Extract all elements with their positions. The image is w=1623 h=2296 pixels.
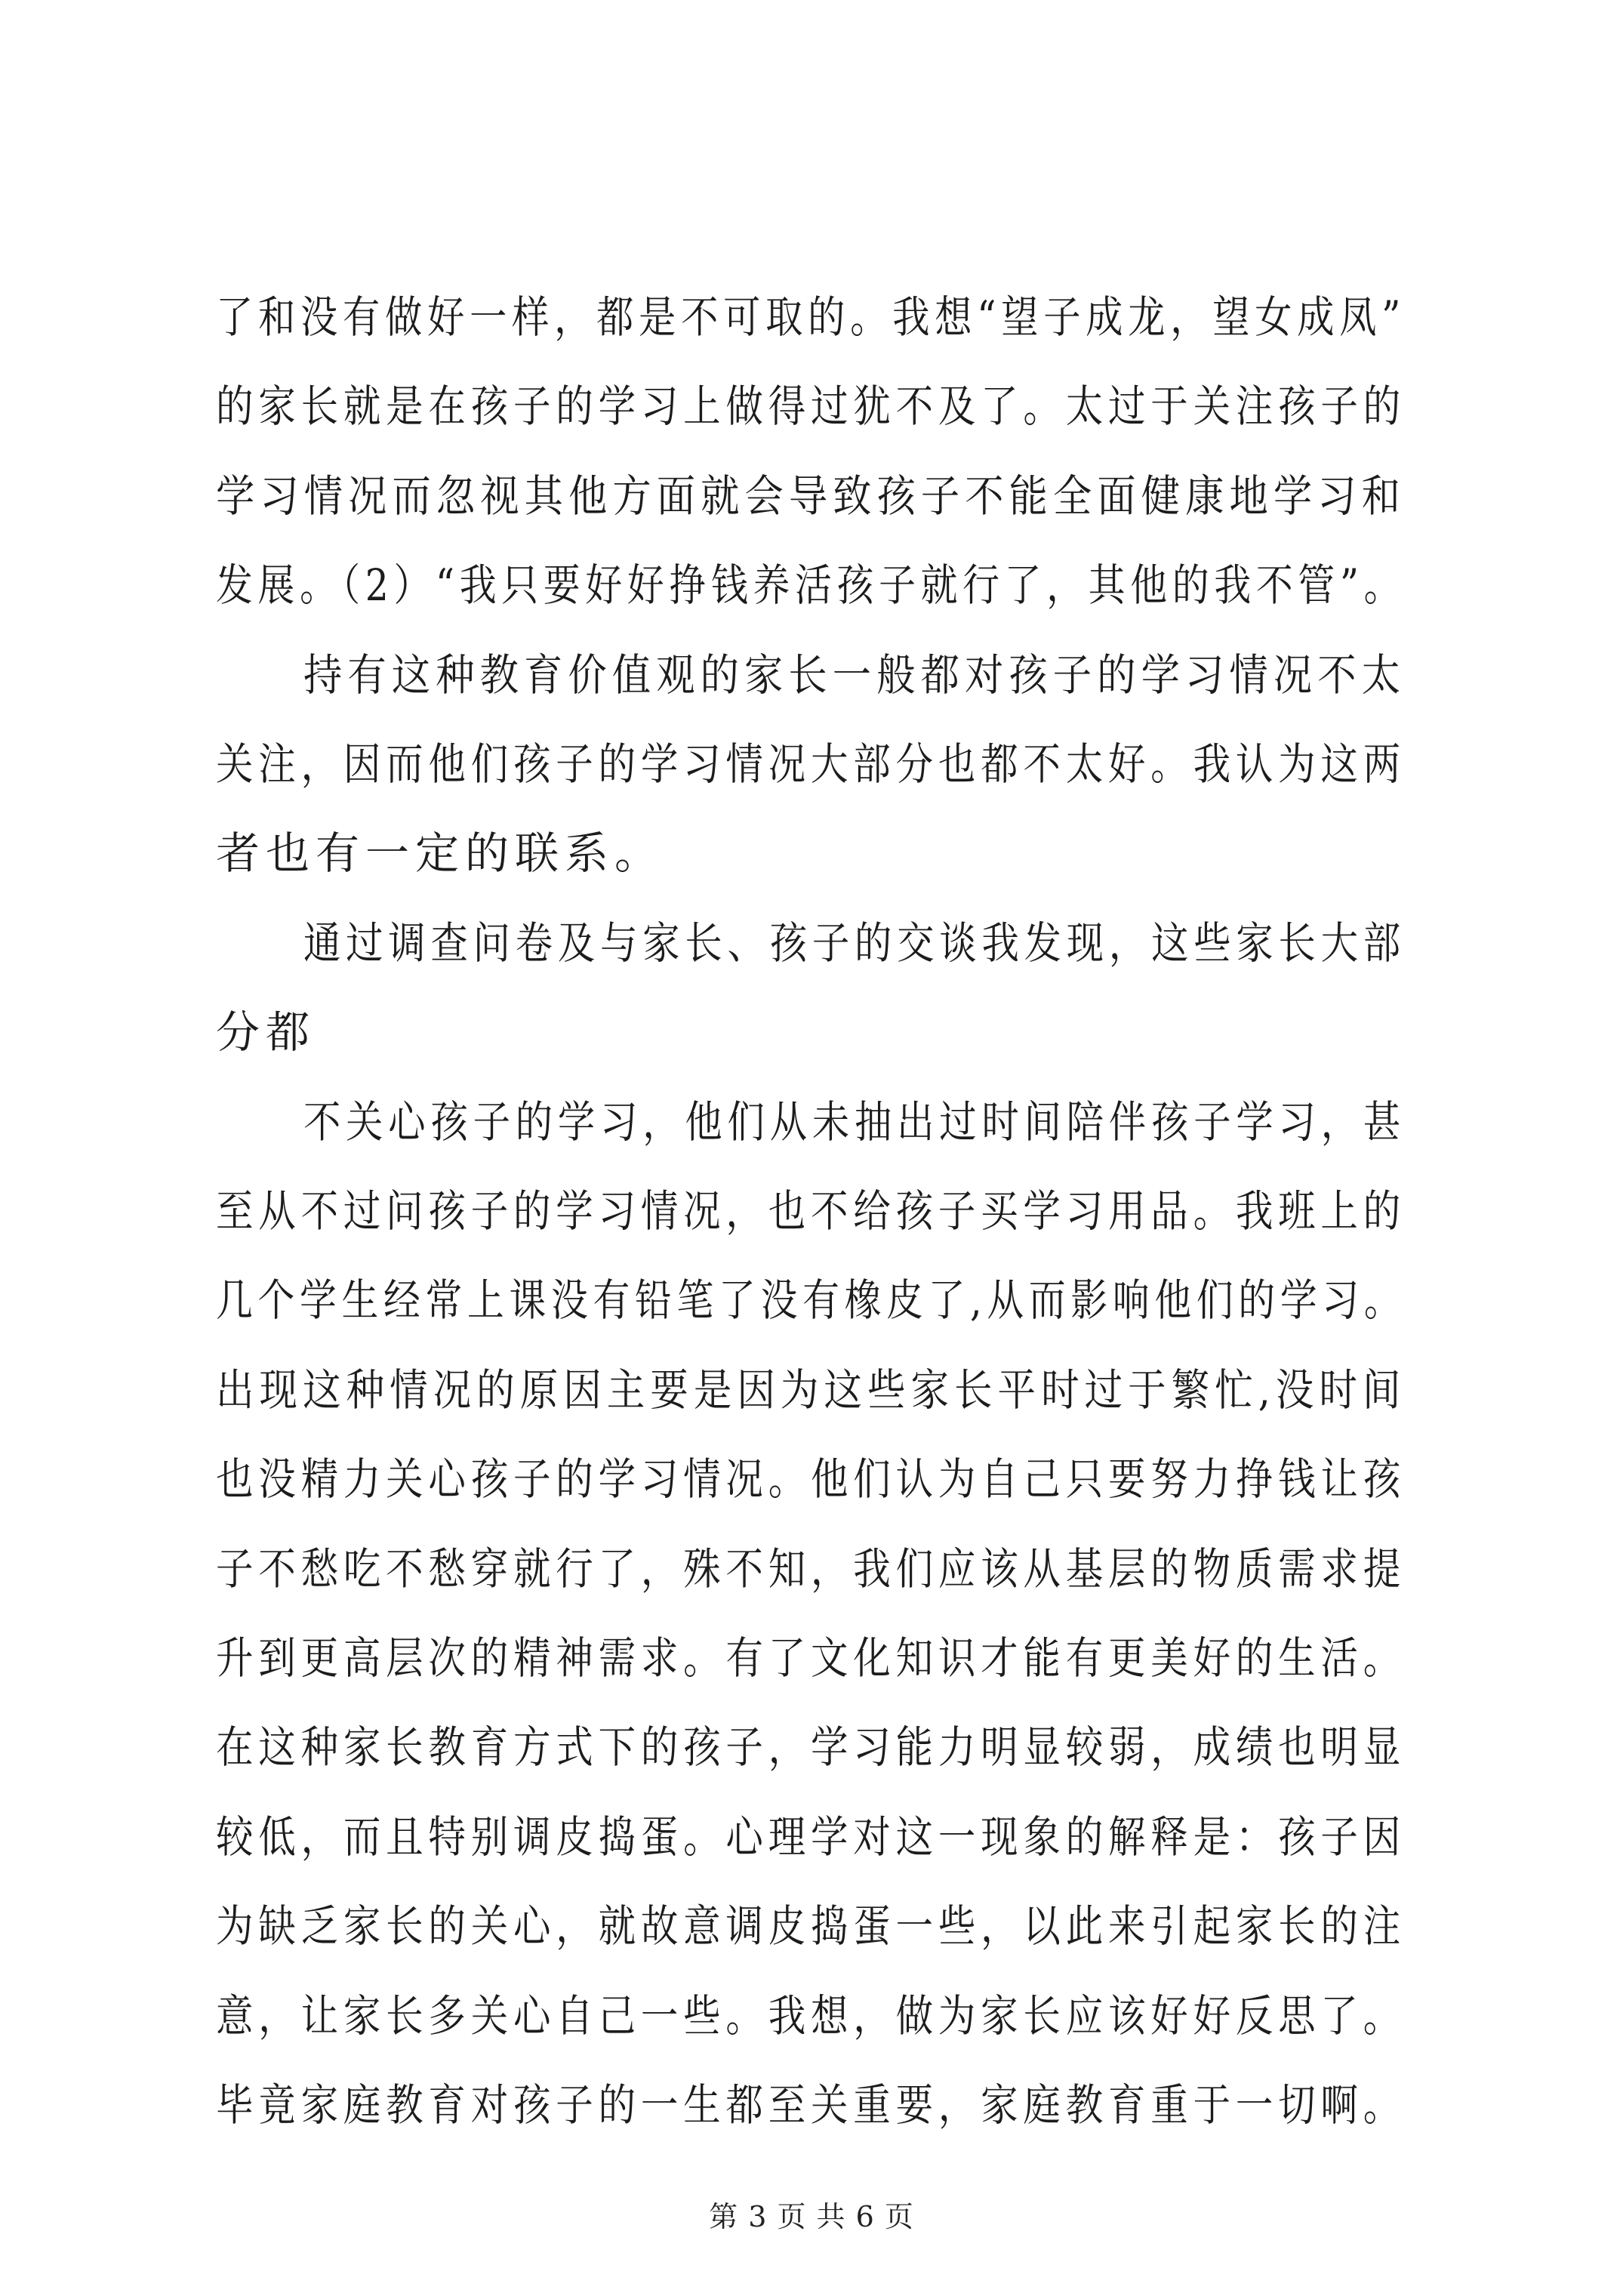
text-line: 出现这种情况的原因主要是因为这些家长平时过于繁忙,没时间	[216, 1364, 1406, 1416]
text-line: 较低，而且特别调皮捣蛋。心理学对这一现象的解释是：孩子因	[216, 1811, 1406, 1863]
text-line: 毕竟家庭教育对孩子的一生都至关重要，家庭教育重于一切啊。	[216, 2079, 1406, 2131]
text-line: 至从不过问孩子的学习情况，也不给孩子买学习用品。我班上的	[216, 1185, 1406, 1237]
text-line: 者也有一定的联系。	[216, 827, 665, 879]
text-line: 也没精力关心孩子的学习情况。他们认为自己只要努力挣钱让孩	[216, 1453, 1406, 1505]
text-line: 升到更高层次的精神需求。有了文化知识才能有更美好的生活。	[216, 1632, 1406, 1684]
paragraph-first-line: 不关心孩子的学习，他们从未抽出过时间陪伴孩子学习，甚	[303, 1096, 1406, 1148]
text-line: 子不愁吃不愁穿就行了，殊不知，我们应该从基层的物质需求提	[216, 1543, 1406, 1595]
text-line: 意，让家长多关心自己一些。我想，做为家长应该好好反思了。	[216, 1990, 1406, 2042]
text-line: 发展。（2）“我只要好好挣钱养活孩子就行了，其他的我不管”。	[216, 559, 1406, 611]
text-line: 为缺乏家长的关心，就故意调皮捣蛋一些，以此来引起家长的注	[216, 1900, 1406, 1952]
text-line: 几个学生经常上课没有铅笔了没有橡皮了,从而影响他们的学习。	[216, 1274, 1406, 1326]
text-line: 分都	[216, 1006, 316, 1058]
text-line: 了和没有做好一样，都是不可取的。我想“望子成龙，望女成凤”	[216, 291, 1406, 343]
paragraph-first-line: 持有这种教育价值观的家长一般都对孩子的学习情况不太	[303, 649, 1406, 701]
text-line: 学习情况而忽视其他方面就会导致孩子不能全面健康地学习和	[216, 470, 1406, 522]
text-line: 的家长就是在孩子的学习上做得过犹不及了。太过于关注孩子的	[216, 381, 1406, 432]
page-footer: 第 3 页 共 6 页	[709, 2200, 914, 2233]
text-line: 在这种家长教育方式下的孩子，学习能力明显较弱，成绩也明显	[216, 1721, 1406, 1773]
paragraph-first-line: 通过调查问卷及与家长、孩子的交谈我发现，这些家长大部	[303, 917, 1406, 969]
text-line: 关注，因而他们孩子的学习情况大部分也都不太好。我认为这两	[216, 738, 1406, 790]
